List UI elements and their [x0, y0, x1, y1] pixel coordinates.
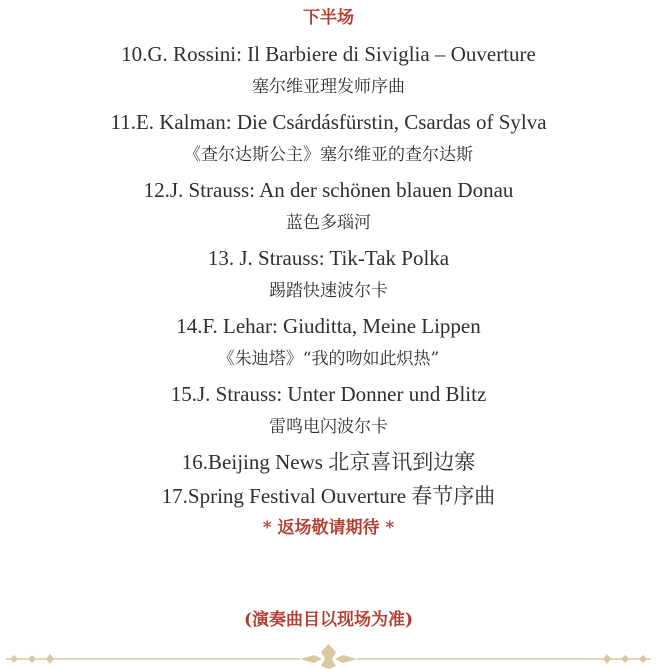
program-item-14-title: 14.F. Lehar: Giuditta, Meine Lippen [176, 314, 481, 338]
program-item-16: 16.Beijing News 北京喜讯到边寨 [181, 450, 476, 474]
section-title: 下半场 [303, 8, 354, 28]
program-item-13-subtitle: 踢踏快速波尔卡 [269, 281, 388, 301]
program-item-12-subtitle: 蓝色多瑙河 [286, 213, 371, 233]
program-item-14-subtitle: 《朱迪塔》“我的吻如此炽热” [217, 349, 440, 369]
program-item-15-subtitle: 雷鸣电闪波尔卡 [269, 417, 388, 437]
program-item-13-title: 13. J. Strauss: Tik-Tak Polka [207, 246, 450, 270]
program-item-10-subtitle: 塞尔维亚理发师序曲 [252, 77, 405, 97]
program-item-12-title: 12.J. Strauss: An der schönen blauen Donau [143, 178, 514, 202]
program-item-10-title: 10.G. Rossini: Il Barbiere di Siviglia – Ouverture [121, 42, 536, 66]
program-item-11-subtitle: 《查尔达斯公主》塞尔维亚的查尔达斯 [184, 145, 473, 165]
program-item-15-title: 15.J. Strauss: Unter Donner und Blitz [170, 382, 487, 406]
program-item-17: 17.Spring Festival Ouverture 春节序曲 [161, 484, 496, 508]
encore-note: * 返场敬请期待 * [262, 518, 395, 538]
decorative-divider [0, 640, 657, 669]
program-item-11-title: 11.E. Kalman: Die Csárdásfürstin, Csardas of Sylva [110, 110, 547, 134]
footnote: (演奏曲目以现场为准) [243, 610, 414, 630]
